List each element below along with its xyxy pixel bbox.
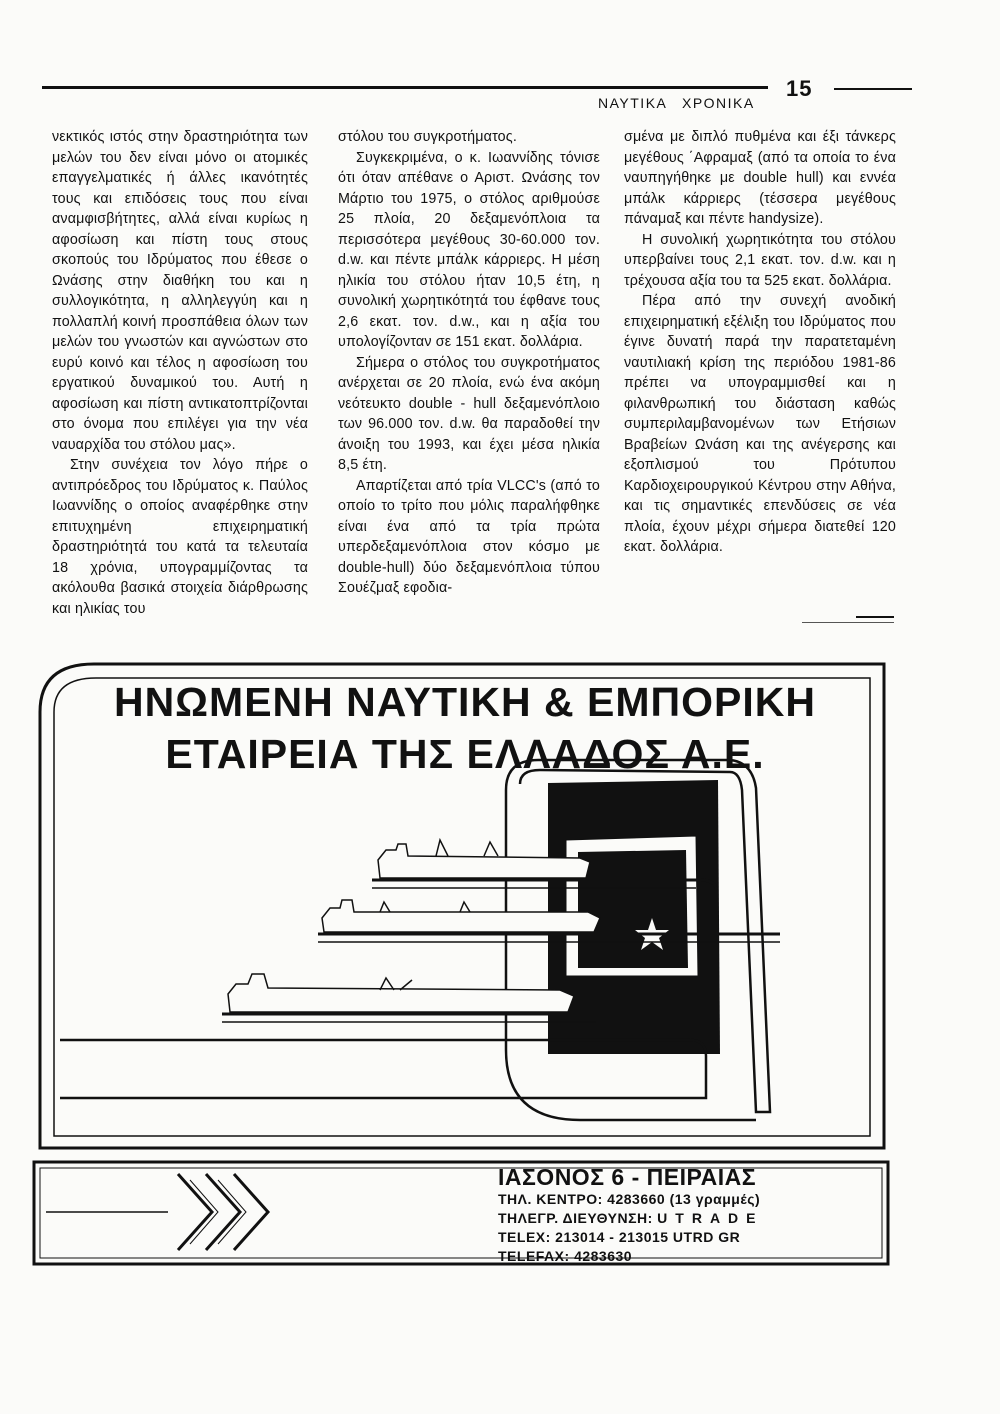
phone-value: 4283660 (13 γραμμές) <box>607 1191 761 1207</box>
paragraph: Συγκεκριμένα, ο κ. Ιωαννίδης τόνισε ότι όταν απέθανε ο Αριστ. Ωνάσης τον Μάρτιο του 1975, ο στόλος αριθμούσε 25 πλοία, 20 δεξαμενόπλοια τα περισσότερα μεγέθους 30-60.000 τον. d.w. και πέντε μπάλκ κάρριερς. Η μέση ηλικία του στόλου ήταν 10,5 έτη, η συνολική χωρητικότητά του έφθανε τους 2,6 εκατ. τον. d.w., και η αξία του υπολογίζονταν σε 151 εκατ. δολλάρια. <box>338 149 600 350</box>
ad-company-name <box>40 676 890 780</box>
paragraph: Η συνολική χωρητικότητα του στόλου υπερβαίνει τους 2,1 εκατ. τον. d.w. και η τρέχουσα αξία του τα 525 εκατ. δολλάρια. <box>624 231 896 289</box>
magazine-title: ΝΑΥΤΙΚΑ ΧΡΟΝΙΚΑ <box>598 95 755 111</box>
telegram-label: ΤΗΛΕΓΡ. ΔΙΕΥΘΥΝΣΗ: <box>498 1210 653 1226</box>
paragraph: νεκτικός ιστός στην δραστηριότητα των μελών του δεν είναι μόνο οι ατομικές επαγγελματικές ή άλλες ικανότητές τους και επιδόσεις τους που είναι αναμφισβήτητες, αλλά είναι κυρίως η αφοσίωση και πίστη τους στους σκοπούς του Ιδρύματος που έθεσε ο Ωνάσης στην διαθήκη του και η συλλογικότητα, η αλληλεγγύη και η πολλαπλή κοινή προσπάθεια όλων των μελών του γνωστών και αγνώστων στο ευρύ κοινό και τέλος η αφοσίωση του εργατικού δυναμικού του. Αυτή η αφοσίωση και πίστη αντικατοπτρίζονται στο όνομα που επιλέγει για την νέα ναυαρχίδα του στόλου μας». <box>52 129 308 453</box>
phone-line <box>498 1190 764 1209</box>
tanker-ship-icon <box>228 974 574 1012</box>
ad-title-line-2: ΕΤΑΙΡΕΙΑ ΤΗΣ ΕΛΛΑΔΟΣ Α.Ε. <box>165 731 765 777</box>
telex-label: TELEX: <box>498 1229 551 1245</box>
telex-line <box>498 1228 764 1247</box>
funnel-inner <box>578 850 688 968</box>
telefax-line <box>498 1247 764 1266</box>
paragraph: Απαρτίζεται από τρία VLCC's (από το οποίο το τρίτο που μόλις παραλήφθηκε είναι ένα από τα τρία πρώτα υπερδεξαμενόπλοια στον κόσμο με double-hull) δύο δεξαμενόπλοια τύπου Σουέζμαξ εφοδια- <box>338 477 600 596</box>
paragraph: στόλου του συγκροτήματος. <box>338 129 517 145</box>
telex-value: 213014 - 213015 UTRD GR <box>555 1229 741 1245</box>
chevron-arrows-icon <box>178 1174 268 1250</box>
ad-title-line-1: ΗΝΩΜΕΝΗ ΝΑΥΤΙΚΗ & ΕΜΠΟΡΙΚΗ <box>113 679 817 725</box>
paragraph: Πέρα από την συνεχή ανοδική επιχειρηματική εξέλιξη του Ιδρύματος που έγινε δυνατή παρά την παρατεταμένη ναυτιλιακή κρίση της περιόδου 1981-86 πρέπει να υπογραμμισθεί και η φιλανθρωπική του διάσταση καθώς συμπεριλαμβανομένων των Ετήσιων Βραβείων Ωνάση και της ανέγερσης και εξοπλισμού του Πρότυπου Καρδιοχειρουργικού Κέντρου στην Αθήνα, και τις σημαντικές επενδύσεις σε νέα πλοία, έχουν μέχρι σήμερα διατεθεί 120 εκατ. δολλάρια. <box>624 293 896 555</box>
paragraph: Στην συνέχεια τον λόγο πήρε ο αντιπρόεδρος του Ιδρύματος κ. Παύλος Ιωαννίδης ο οποίος αναφέρθηκε στην επιτυχημένη επιχειρηματική δραστηριότητά του κατά τα τελευταία 18 χρόνια, υπογραμμίζοντας τα ακόλουθα βασικά στοιχεία διάρθρωσης και ηλικίας του <box>52 457 308 617</box>
phone-label: ΤΗΛ. ΚΕΝΤΡΟ: <box>498 1191 603 1207</box>
page-number: 15 <box>786 76 813 101</box>
street-address: ΙΑΣΟΝΟΣ 6 - ΠΕΙΡΑΙΑΣ <box>498 1164 757 1190</box>
telegram-line <box>498 1209 764 1228</box>
telefax-label: TELEFAX: <box>498 1248 570 1264</box>
paragraph: σμένα με διπλό πυθμένα και έξι τάνκερς μεγέθους ΄Αφραμαξ (από τα οποία το ένα ναυπηγήθηκε με double hull) και εννέα μπάλκ κάρριερς (τέσσερα μεγέθους πάναμαξ και πέντε handysize). <box>624 129 896 227</box>
paragraph: Σήμερα ο στόλος του συγκροτήματος ανέρχεται σε 20 πλοία, ενώ ένα ακόμη νεότευκτο double - hull δεξαμενόπλοιο των 96.000 τον. d.w. θα παραδοθεί την άνοιξη του 1993, και έχει μέσα ηλικία 8,5 έτη. <box>338 354 600 473</box>
telefax-value: 4283630 <box>574 1248 633 1264</box>
company-address-block <box>498 1164 764 1266</box>
telegram-value: UTRADE <box>657 1210 764 1226</box>
